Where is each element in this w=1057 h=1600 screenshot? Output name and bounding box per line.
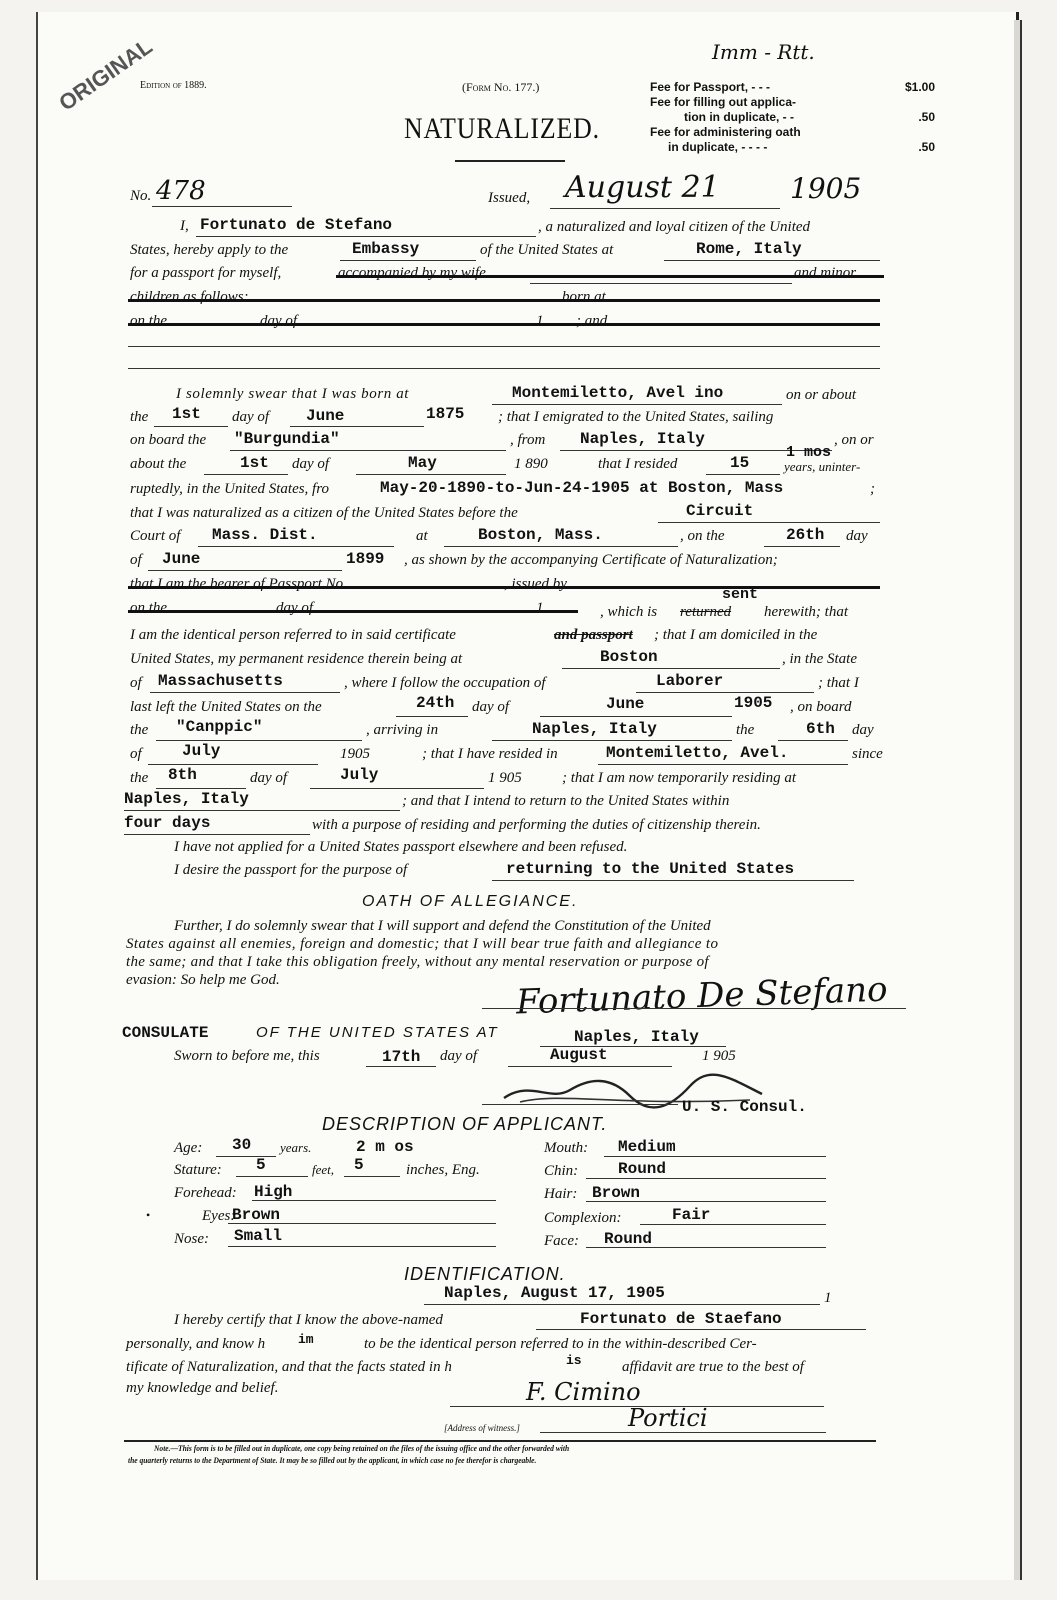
- departure-month: June: [606, 695, 645, 713]
- day-of-text: day of: [472, 699, 510, 715]
- description-heading: DESCRIPTION OF APPLICANT.: [322, 1114, 608, 1134]
- fee-amount: .50: [918, 140, 935, 154]
- months-resided: 1 mos: [786, 444, 832, 461]
- certify-text: I hereby certify that I know the above-named: [174, 1312, 443, 1328]
- struck-born-at-text: born at: [562, 289, 606, 305]
- since-text: since: [852, 746, 883, 762]
- issued-date: August 21: [565, 170, 720, 205]
- stature-label: Stature:: [174, 1162, 222, 1178]
- belief-text: my knowledge and belief.: [126, 1380, 279, 1396]
- from-text: , from: [510, 432, 546, 448]
- years-label: years, uninter-: [784, 459, 861, 474]
- naturalized-text: that I was naturalized as a citizen of the United States before the: [130, 505, 518, 521]
- birth-year: 1875: [426, 405, 465, 423]
- the-text: the: [130, 770, 149, 786]
- of-text: of: [130, 746, 142, 762]
- about-the-text: about the: [130, 456, 187, 472]
- complexion-label: Complexion:: [544, 1210, 622, 1226]
- issued-year: 1905: [790, 172, 862, 205]
- face-value: Round: [604, 1230, 653, 1248]
- on-the-text: , on the: [680, 528, 725, 544]
- temporarily-text: ; that I am now temporarily residing at: [562, 770, 797, 786]
- sworn-day: 17th: [382, 1048, 421, 1066]
- forehead-value: High: [254, 1183, 293, 1201]
- return-within: four days: [124, 814, 211, 832]
- port-of-departure: Naples, Italy: [580, 430, 705, 448]
- occupation-text: , where I follow the occupation of: [344, 675, 546, 691]
- affidavit-text: affidavit are true to the best of: [622, 1359, 804, 1375]
- fee-label: Fee for filling out applica-: [650, 95, 797, 109]
- issued-label: Issued,: [488, 190, 531, 206]
- struck-on-the-text: on the: [130, 600, 168, 616]
- emigration-day: 1st: [240, 454, 269, 472]
- of-text: of: [130, 675, 142, 691]
- witness-address: Portici: [628, 1404, 708, 1432]
- him-text: im: [298, 1332, 314, 1347]
- struck-minor-text: and minor: [794, 265, 857, 281]
- arrival-year: 1905: [340, 746, 370, 762]
- struck-returned-text: returned: [680, 604, 732, 620]
- office-type: Embassy: [352, 240, 420, 258]
- sent-text: sent: [722, 586, 759, 603]
- struck-children-text: children as follows:: [130, 289, 249, 305]
- desire-text: I desire the passport for the purpose of: [174, 862, 408, 878]
- day-of-text: day of: [292, 456, 330, 472]
- the-text: the: [130, 409, 149, 425]
- of-us-at-text: OF THE UNITED STATES AT: [256, 1024, 499, 1041]
- original-stamp: ORIGINAL: [54, 33, 157, 116]
- form-number: (Form No. 177.): [462, 80, 540, 94]
- mouth-label: Mouth:: [544, 1140, 589, 1156]
- day-of-text: day of: [250, 770, 288, 786]
- personally-text: personally, and know h: [126, 1336, 266, 1352]
- age-label: Age:: [174, 1140, 203, 1156]
- swear-born-text: I solemnly swear that I was born at: [176, 386, 410, 402]
- not-applied-text: I have not applied for a United States passport elsewhere and been refused.: [174, 839, 628, 855]
- identification-year-digit: 1: [824, 1290, 832, 1306]
- arrival-day: 6th: [806, 720, 835, 738]
- emigration-month: May: [408, 454, 437, 472]
- the-text: the: [130, 722, 149, 738]
- birthplace: Montemiletto, Avel ino: [512, 384, 724, 402]
- resided-text: that I resided: [598, 456, 678, 472]
- passport-for-text: for a passport for myself,: [130, 265, 282, 281]
- tificate-text: tificate of Naturalization, and that the facts stated in h: [126, 1359, 452, 1375]
- occupation: Laborer: [656, 672, 724, 690]
- feet-label: feet,: [312, 1162, 335, 1177]
- in-state-text: , in the State: [782, 651, 857, 667]
- allegiance-line: Further, I do solemnly swear that I will support and defend the Constitution of the United: [174, 918, 711, 934]
- day-text: day: [852, 722, 874, 738]
- applicant-signature: Fortunato De Stefano: [515, 969, 889, 1023]
- struck-and-text: ; and: [576, 313, 608, 329]
- office-location: Rome, Italy: [696, 240, 802, 258]
- title-divider: [455, 160, 565, 162]
- bullet-mark: •: [146, 1208, 151, 1222]
- sworn-year: 1 905: [702, 1048, 736, 1064]
- citizen-text: , a naturalized and loyal citizen of the United: [538, 219, 811, 235]
- domiciled-text: ; that I am domiciled in the: [654, 627, 818, 643]
- eyes-label: Eyes:: [202, 1208, 236, 1224]
- consulate-office: CONSULATE: [122, 1024, 209, 1042]
- struck-wife-text: accompanied by my wife: [338, 265, 486, 281]
- edition-label: Edition of 1889.: [140, 80, 207, 91]
- years-resided: 15: [730, 454, 750, 472]
- identification-heading: IDENTIFICATION.: [404, 1264, 566, 1284]
- document-title: NATURALIZED.: [404, 112, 600, 145]
- allegiance-line: evasion: So help me God.: [126, 972, 280, 988]
- the-text: the: [736, 722, 755, 738]
- allegiance-line: the same; and that I take this obligation freely, without any mental reservation or purpose of: [126, 954, 709, 970]
- struck-day-of-text: day of: [276, 600, 314, 616]
- on-board-text: , on board: [790, 699, 852, 715]
- residence-span: May-20-1890-to-Jun-24-1905 at Boston, Mass: [380, 479, 784, 497]
- nose-value: Small: [234, 1227, 283, 1245]
- stature-feet: 5: [256, 1156, 266, 1174]
- struck-issued-by-text: , issued by: [504, 576, 567, 592]
- which-is-text: , which is: [600, 604, 658, 620]
- departure-day: 24th: [416, 694, 455, 712]
- naturalization-month: June: [162, 550, 201, 568]
- birth-day: 1st: [172, 405, 201, 423]
- identical-person-text: to be the identical person referred to in the within-described Cer-: [364, 1336, 757, 1352]
- last-left-text: last left the United States on the: [130, 699, 322, 715]
- ship-inbound: "Burgundia": [234, 430, 340, 448]
- day-text: day: [846, 528, 868, 544]
- certificate-text: , as shown by the accompanying Certificate of Naturalization;: [404, 552, 778, 568]
- mouth-value: Medium: [618, 1138, 676, 1156]
- fee-amount: .50: [918, 110, 935, 124]
- hair-value: Brown: [592, 1184, 641, 1202]
- day-of-text: day of: [440, 1048, 478, 1064]
- nose-label: Nose:: [174, 1231, 209, 1247]
- note-line: Note.—This form is to be filled out in duplicate, one copy being retained on the files of the issuing office and the other forwarded with: [154, 1444, 570, 1453]
- residence-city: Boston: [600, 648, 658, 666]
- court-district: Mass. Dist.: [212, 526, 318, 544]
- number-label: No.: [130, 188, 152, 204]
- sworn-month: August: [550, 1046, 608, 1064]
- age-value: 30: [232, 1136, 252, 1154]
- consulate-location: Naples, Italy: [574, 1028, 699, 1046]
- identification-place-date: Naples, August 17, 1905: [444, 1284, 665, 1302]
- day-of-text: day of: [232, 409, 270, 425]
- since-year: 1 905: [488, 770, 522, 786]
- court-city: Boston, Mass.: [478, 526, 603, 544]
- page-edge: [1014, 20, 1022, 1580]
- fee-label: tion in duplicate, - -: [684, 110, 794, 124]
- hair-label: Hair:: [544, 1186, 578, 1202]
- address-of-witness-label: [Address of witness.]: [444, 1423, 520, 1433]
- eyes-value: Brown: [232, 1206, 281, 1224]
- sworn-text: Sworn to before me, this: [174, 1048, 320, 1064]
- i-label: I,: [180, 218, 189, 234]
- years-label: years.: [280, 1140, 312, 1155]
- fee-label: in duplicate, - - - -: [668, 140, 768, 154]
- naturalization-day: 26th: [786, 526, 825, 544]
- arrival-port: Naples, Italy: [532, 720, 657, 738]
- since-month: July: [340, 766, 379, 784]
- that-i-text: ; that I: [818, 675, 859, 691]
- struck-one-text: 1: [536, 313, 544, 329]
- note-line: the quarterly returns to the Department of State. It may be so filled out by the applicant, in which case no fee therefor is chargeable.: [128, 1456, 537, 1465]
- on-or-about-text: on or about: [786, 387, 857, 403]
- identified-name: Fortunato de Staefano: [580, 1310, 782, 1328]
- struck-one-text: 1: [536, 600, 544, 616]
- fee-label: Fee for Passport, - - -: [650, 80, 771, 94]
- birth-month: June: [306, 407, 345, 425]
- application-number: 478: [156, 176, 206, 206]
- stature-inches: 5: [354, 1156, 364, 1174]
- chin-label: Chin:: [544, 1163, 579, 1179]
- departure-year: 1905: [734, 694, 773, 712]
- herewith-text: herewith; that: [764, 604, 849, 620]
- face-label: Face:: [544, 1233, 579, 1249]
- of-us-at-text: of the United States at: [480, 242, 614, 258]
- residence-text: United States, my permanent residence therein being at: [130, 651, 463, 667]
- complexion-value: Fair: [672, 1206, 711, 1224]
- emigrated-text: ; that I emigrated to the United States, sailing: [498, 409, 774, 425]
- age-months: 2 m os: [356, 1138, 414, 1156]
- ship-outbound: "Canppic": [176, 718, 263, 736]
- witness-signature: F. Cimino: [526, 1378, 641, 1406]
- fee-label: Fee for administering oath: [650, 125, 801, 139]
- struck-bearer-text: that I am the bearer of Passport No.: [130, 576, 347, 592]
- resided-place: Montemiletto, Avel.: [606, 744, 789, 762]
- arriving-text: , arriving in: [366, 722, 439, 738]
- his-text: is: [566, 1353, 582, 1368]
- states-text: States, hereby apply to the: [130, 242, 289, 258]
- on-or-text: , on or: [834, 432, 874, 448]
- emigration-year: 1 890: [514, 456, 548, 472]
- ruptedly-text: ruptedly, in the United States, fro: [130, 481, 330, 497]
- intend-text: ; and that I intend to return to the United States within: [402, 793, 730, 809]
- on-board-text: on board the: [130, 432, 207, 448]
- chin-value: Round: [618, 1160, 667, 1178]
- purpose-text: with a purpose of residing and performing the duties of citizenship therein.: [312, 817, 761, 833]
- resided-in-text: ; that I have resided in: [422, 746, 558, 762]
- allegiance-heading: OATH OF ALLEGIANCE.: [362, 893, 579, 910]
- at-text: at: [416, 528, 428, 544]
- applicant-name: Fortunato de Stefano: [200, 216, 393, 234]
- corner-note: Imm - Rtt.: [712, 40, 815, 64]
- inches-label: inches, Eng.: [406, 1162, 480, 1178]
- forehead-label: Forehead:: [174, 1185, 237, 1201]
- since-day: 8th: [168, 766, 197, 784]
- consul-title: U. S. Consul.: [682, 1098, 807, 1116]
- identical-text: I am the identical person referred to in said certificate: [130, 627, 456, 643]
- naturalization-year: 1899: [346, 550, 385, 568]
- court-of-text: Court of: [130, 528, 181, 544]
- struck-passport-text: and passport: [554, 627, 633, 643]
- struck-on-the-text: on the: [130, 313, 168, 329]
- court-type: Circuit: [686, 502, 754, 520]
- passport-purpose: returning to the United States: [506, 860, 795, 878]
- residence-state: Massachusetts: [158, 672, 283, 690]
- struck-day-of-text: day of: [260, 313, 298, 329]
- arrival-month: July: [182, 742, 221, 760]
- allegiance-line: States against all enemies, foreign and domestic; that I will bear true faith and allegiance to: [126, 936, 719, 952]
- semicolon: ;: [870, 481, 875, 497]
- fee-amount: $1.00: [904, 80, 935, 94]
- temporary-residence: Naples, Italy: [124, 790, 249, 808]
- of-text: of: [130, 552, 142, 568]
- fee-schedule: [650, 80, 935, 155]
